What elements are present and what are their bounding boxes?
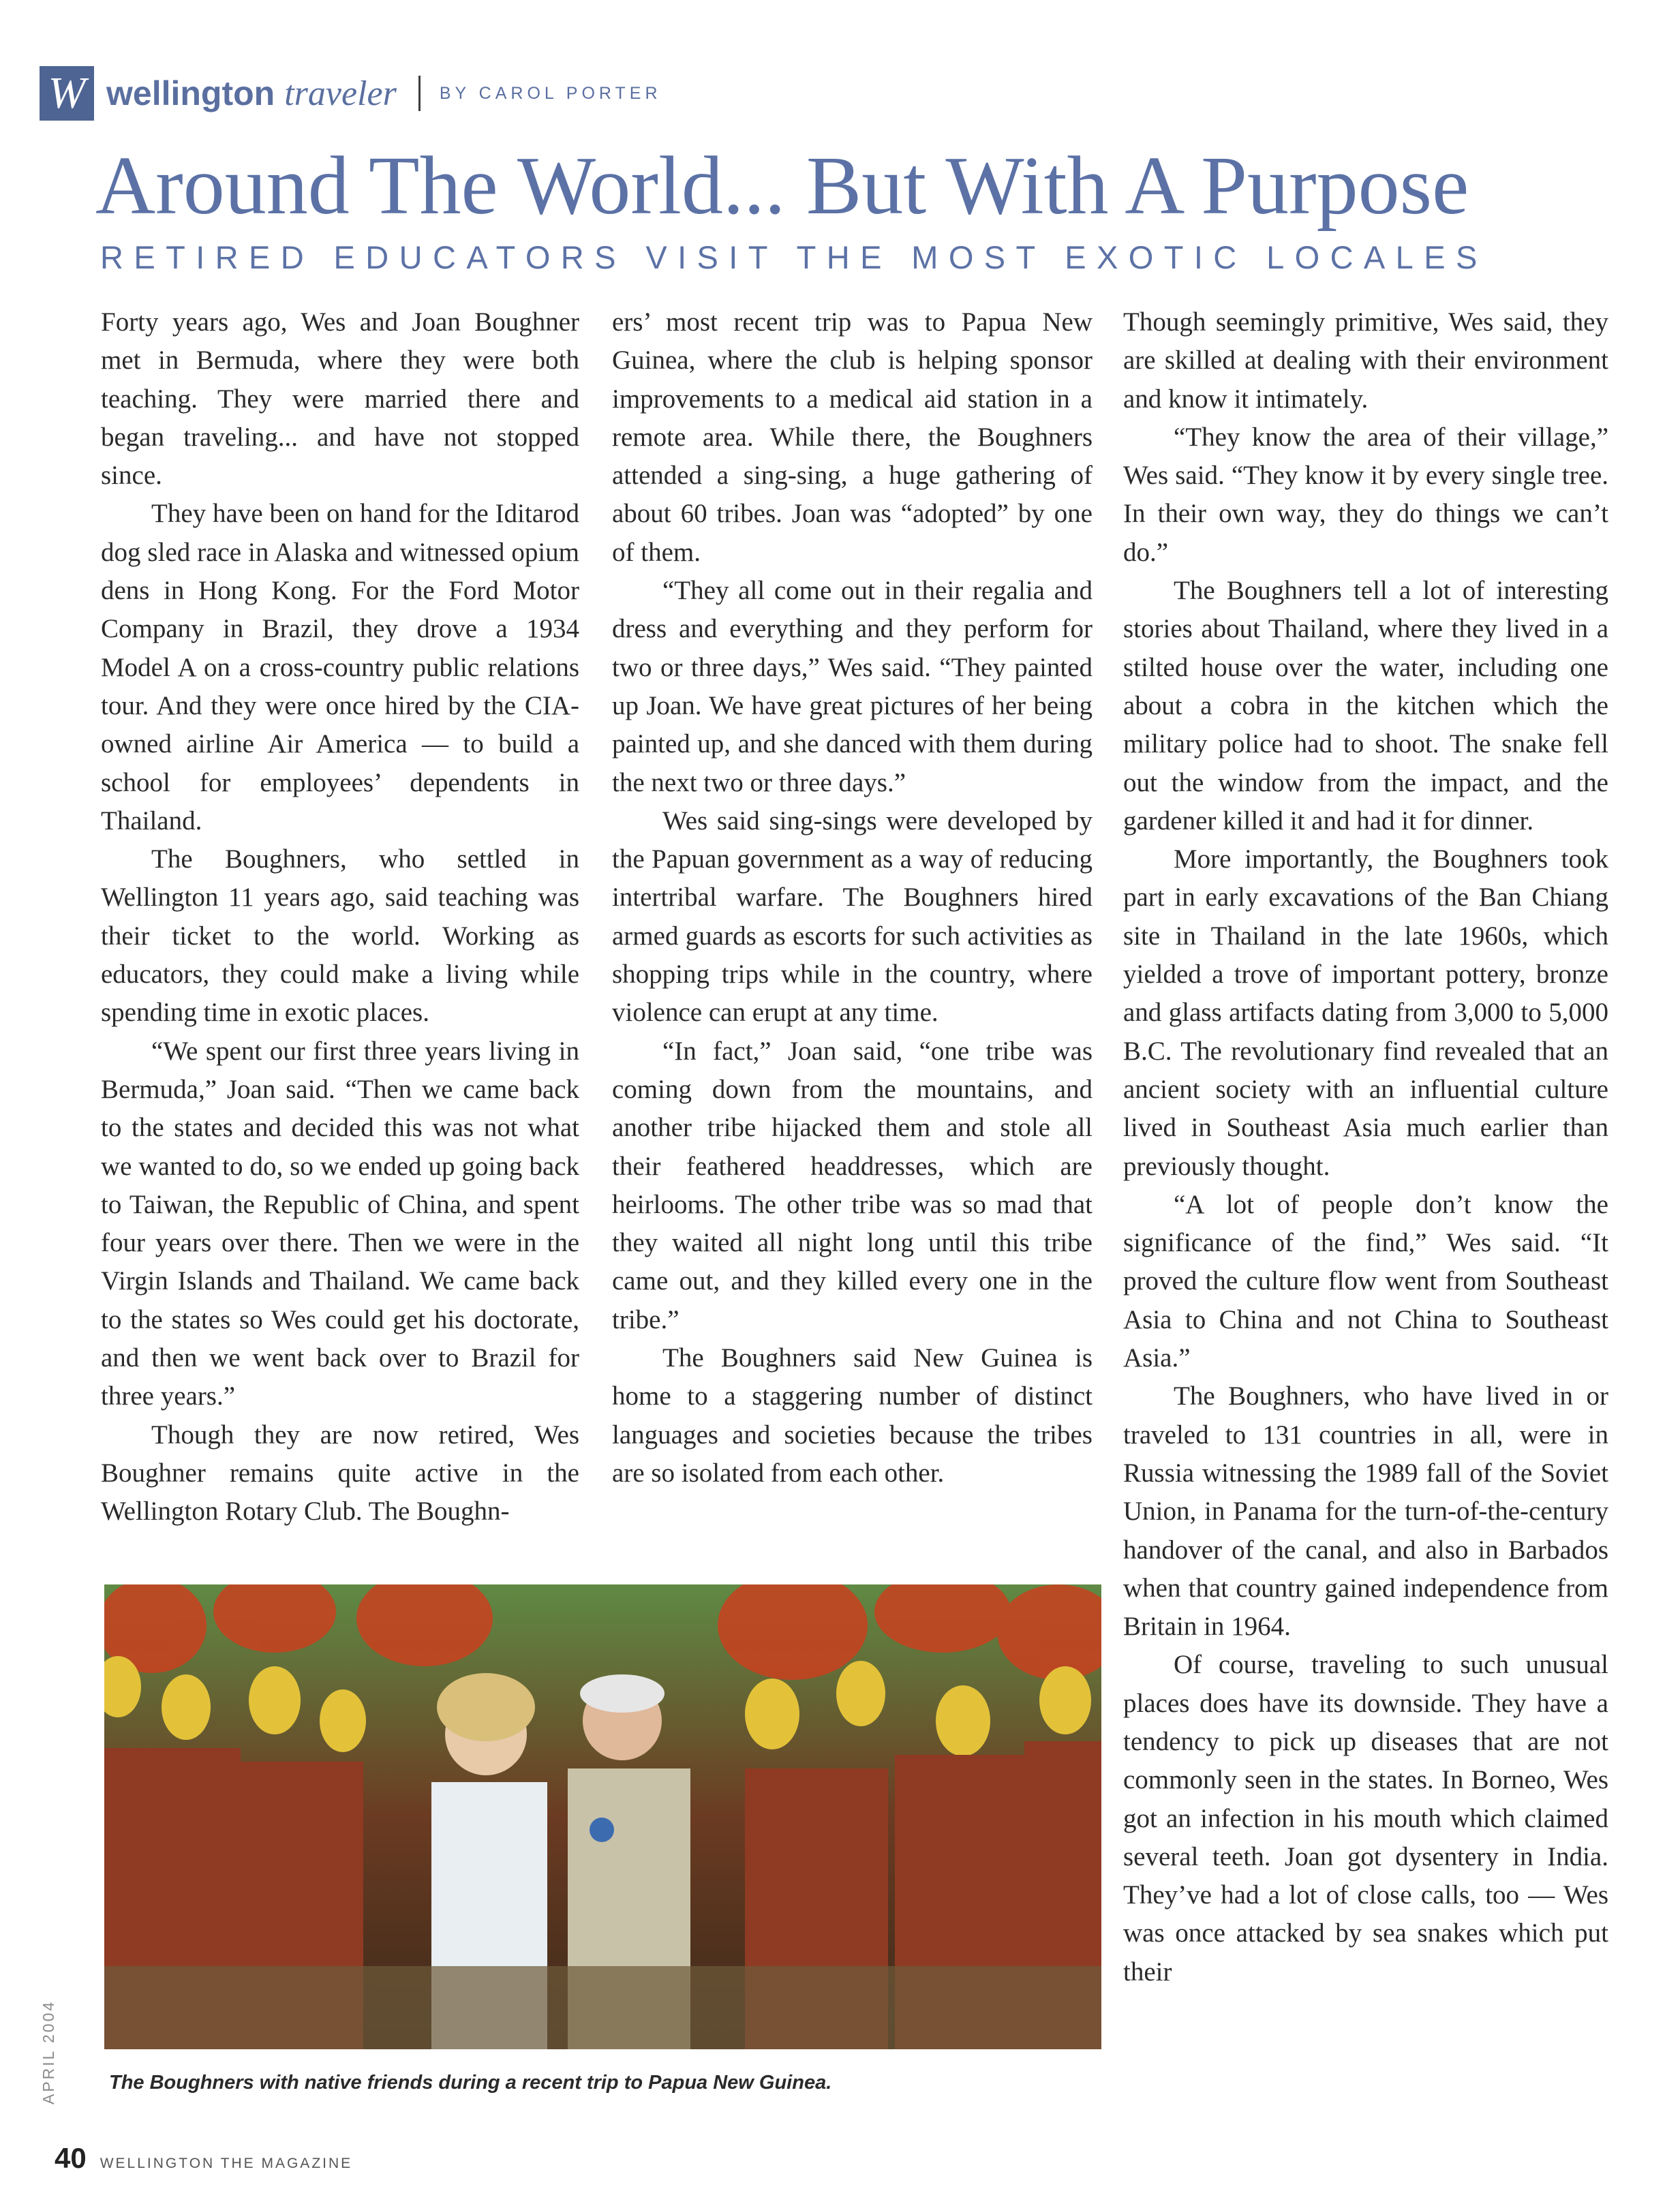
photo-caption: The Boughners with native friends during a recent trip to Papua New Guinea. bbox=[109, 2072, 832, 2094]
w-logo-icon: W bbox=[40, 66, 94, 121]
paragraph: Though seemingly primitive, Wes said, they are skilled at dealing with their environment and know it intimately. bbox=[1123, 307, 1608, 414]
page-footer bbox=[55, 2142, 352, 2175]
paragraph: The Boughners, who have lived in or traveled to 131 countries in all, were in Russia witnessing the 1989 fall of the Soviet Union, in Panama for the turn-of-the-century handover of the canal, and also in Barbados when that country gained independence from Britain in 1964. bbox=[1123, 1381, 1608, 1642]
paragraph: Though they are now retired, Wes Boughner remains quite active in the Wellington Rotary Club. The Boughn- bbox=[101, 1420, 579, 1527]
photo-illustration bbox=[104, 1584, 1101, 2049]
article-subtitle: RETIRED EDUCATORS VISIT THE MOST EXOTIC LOCALES bbox=[100, 239, 1488, 275]
text-column-3 bbox=[1123, 303, 1608, 1991]
magazine-name: WELLINGTON THE MAGAZINE bbox=[100, 2156, 353, 2171]
paragraph: “A lot of people don’t know the significance of the find,” Wes said. “It proved the culture flow went from Southeast Asia to China and not China to Southeast Asia.” bbox=[1123, 1189, 1608, 1373]
article-title: Around The World... But With A Purpose bbox=[95, 140, 1469, 232]
tribe-photo bbox=[104, 1584, 1101, 2049]
paragraph: ers’ most recent trip was to Papua New Guinea, where the club is helping sponsor improvements to a medical aid station in a remote area. While there, the Boughners attended a sing-sing, a huge gathering of about 60 tribes. Joan was “adopted” by one of them. bbox=[612, 307, 1093, 567]
paragraph: They have been on hand for the Iditarod dog sled race in Alaska and witnessed opium dens in Hong Kong. For the Ford Motor Company in Brazil, they drove a 1934 Model A on a cross-country public relations tour. And they were once hired by the CIA-owned airline Air America — to build a school for employees’ dependents in Thailand. bbox=[101, 499, 579, 836]
paragraph: The Boughners, who settled in Wellington 11 years ago, said teaching was their ticket to the world. Working as educators, they could make a living while spending time in exotic places. bbox=[101, 844, 579, 1028]
paragraph: “They all come out in their regalia and dress and everything and they perform for two or three days,” Wes said. “They painted up Joan. We have great pictures of her being painted up, and she danced with them during the next two or three days.” bbox=[612, 576, 1093, 797]
paragraph: Of course, traveling to such unusual places does have its downside. They have a tendency to pick up diseases that are not commonly seen in the states. In Borneo, Wes got an infection in his mouth which claimed several teeth. Joan got dysentery in India. They’ve had a lot of close calls, too — Wes was once attacked by sea snakes which put their bbox=[1123, 1650, 1608, 1987]
paragraph: Forty years ago, Wes and Joan Boughner met in Bermuda, where they were both teaching. They were married there and began traveling... and have not stopped since. bbox=[101, 307, 579, 491]
text-column-2 bbox=[612, 303, 1093, 1492]
byline: BY CAROL PORTER bbox=[439, 83, 662, 103]
paragraph: The Boughners tell a lot of interesting stories about Thailand, where they lived in a stilted house over the water, including one about a cobra in the kitchen which the military police had to shoot. The snake fell out the window from the impact, and the gardener killed it and had it for dinner. bbox=[1123, 576, 1608, 836]
masthead bbox=[40, 63, 662, 124]
paragraph: More importantly, the Boughners took part in early excavations of the Ban Chiang site in Thailand in the late 1960s, which yielded a trove of important pottery, bronze and glass artifacts dating from 3,000 to 5,000 B.C. The revolutionary find revealed that an ancient society with an influential culture lived in Southeast Asia much earlier than previously thought. bbox=[1123, 844, 1608, 1181]
issue-date: APRIL 2004 bbox=[40, 2000, 57, 2104]
page-number: 40 bbox=[55, 2142, 87, 2174]
text-column-1 bbox=[101, 303, 579, 1531]
section-brand: wellington bbox=[106, 74, 275, 112]
paragraph: “In fact,” Joan said, “one tribe was coming down from the mountains, and another tribe hijacked them and stole all their feathered headdresses, which are heirlooms. The other tribe was so mad that they waited all night long until this tribe came out, and they killed every one in the tribe.” bbox=[612, 1036, 1093, 1334]
header-divider bbox=[418, 76, 421, 111]
paragraph: “They know the area of their village,” Wes said. “They know it by every single tree. In their own way, they do things we can’t do.” bbox=[1123, 422, 1608, 567]
paragraph: Wes said sing-sings were developed by the Papuan government as a way of reducing intertribal warfare. The Boughners hired armed guards as escorts for such activities as shopping trips while in the country, where violence can erupt at any time. bbox=[612, 806, 1093, 1028]
paragraph: The Boughners said New Guinea is home to a staggering number of distinct languages and societies because the tribes are so isolated from each other. bbox=[612, 1343, 1093, 1488]
paragraph: “We spent our first three years living in Bermuda,” Joan said. “Then we came back to the states and decided this was not what we wanted to do, so we ended up going back to Taiwan, the Republic of China, and spent four years over there. Then we were in the Virgin Islands and Thailand. We came back to the states so Wes could get his doctorate, and then we went back over to Brazil for three years.” bbox=[101, 1036, 579, 1411]
section-brand-italic: traveler bbox=[284, 74, 397, 113]
